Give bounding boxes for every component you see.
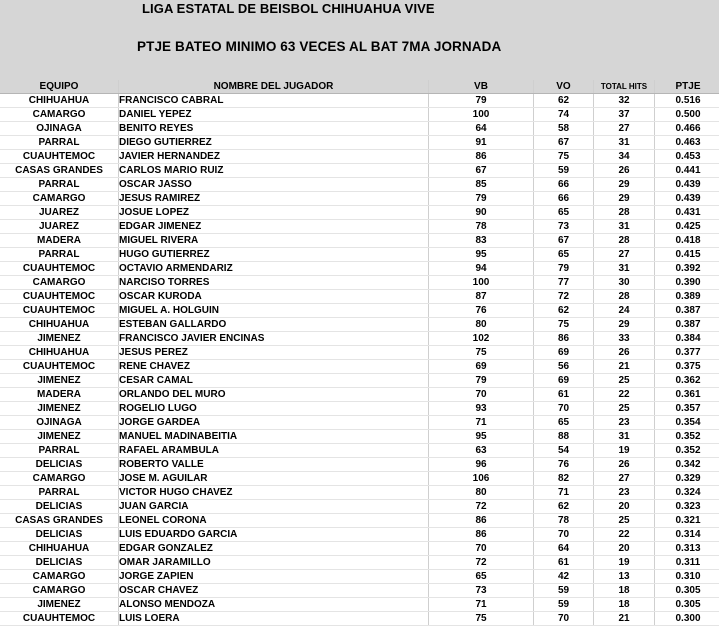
ptje-cell[interactable]: 0.387: [655, 318, 719, 332]
vb-cell[interactable]: 72: [429, 500, 534, 514]
team-cell[interactable]: CUAUHTEMOC: [0, 360, 119, 374]
ptje-cell[interactable]: 0.314: [655, 528, 719, 542]
total-hits-cell[interactable]: 13: [594, 570, 655, 584]
ptje-cell[interactable]: 0.324: [655, 486, 719, 500]
player-name-cell[interactable]: ALONSO MENDOZA: [119, 598, 429, 612]
total-hits-cell[interactable]: 30: [594, 276, 655, 290]
player-name-cell[interactable]: OMAR JARAMILLO: [119, 556, 429, 570]
ptje-cell[interactable]: 0.305: [655, 598, 719, 612]
vo-cell[interactable]: 62: [534, 94, 594, 108]
team-cell[interactable]: DELICIAS: [0, 528, 119, 542]
header-row: [0, 80, 719, 94]
vb-cell[interactable]: 67: [429, 164, 534, 178]
vb-cell[interactable]: 71: [429, 416, 534, 430]
ptje-cell[interactable]: 0.310: [655, 570, 719, 584]
vb-cell[interactable]: 80: [429, 318, 534, 332]
table-body: [0, 94, 719, 626]
vo-cell[interactable]: 42: [534, 570, 594, 584]
vb-cell[interactable]: 75: [429, 612, 534, 626]
table-row: [0, 304, 719, 318]
player-name-cell[interactable]: ESTEBAN GALLARDO: [119, 318, 429, 332]
team-cell[interactable]: DELICIAS: [0, 500, 119, 514]
table-row: [0, 276, 719, 290]
player-name-cell[interactable]: LUIS EDUARDO GARCIA: [119, 528, 429, 542]
total-hits-cell[interactable]: 23: [594, 486, 655, 500]
table-row: [0, 612, 719, 626]
vo-cell[interactable]: 79: [534, 262, 594, 276]
player-name-cell[interactable]: MIGUEL RIVERA: [119, 234, 429, 248]
ptje-cell[interactable]: 0.389: [655, 290, 719, 304]
total-hits-cell[interactable]: 26: [594, 164, 655, 178]
team-cell[interactable]: PARRAL: [0, 248, 119, 262]
team-cell[interactable]: CUAUHTEMOC: [0, 150, 119, 164]
vb-cell[interactable]: 85: [429, 178, 534, 192]
vo-cell[interactable]: 65: [534, 248, 594, 262]
vo-cell[interactable]: 62: [534, 500, 594, 514]
ptje-cell[interactable]: 0.439: [655, 192, 719, 206]
ptje-cell[interactable]: 0.313: [655, 542, 719, 556]
total-hits-cell[interactable]: 28: [594, 234, 655, 248]
ptje-cell[interactable]: 0.323: [655, 500, 719, 514]
player-name-cell[interactable]: NARCISO TORRES: [119, 276, 429, 290]
player-name-cell[interactable]: EDGAR JIMENEZ: [119, 220, 429, 234]
vo-cell[interactable]: 73: [534, 220, 594, 234]
team-cell[interactable]: PARRAL: [0, 444, 119, 458]
ptje-cell[interactable]: 0.375: [655, 360, 719, 374]
vb-cell[interactable]: 87: [429, 290, 534, 304]
col-header-equipo[interactable]: EQUIPO: [0, 80, 119, 94]
team-cell[interactable]: OJINAGA: [0, 416, 119, 430]
total-hits-cell[interactable]: 26: [594, 458, 655, 472]
table-row: [0, 528, 719, 542]
player-name-cell[interactable]: JORGE ZAPIEN: [119, 570, 429, 584]
sheet-subtitle: PTJE BATEO MINIMO 63 VECES AL BAT 7MA JORNADA: [137, 39, 502, 54]
player-name-cell[interactable]: HUGO GUTIERREZ: [119, 248, 429, 262]
vb-cell[interactable]: 79: [429, 94, 534, 108]
team-cell[interactable]: JIMENEZ: [0, 598, 119, 612]
vo-cell[interactable]: 82: [534, 472, 594, 486]
table-row: [0, 402, 719, 416]
total-hits-cell[interactable]: 28: [594, 290, 655, 304]
player-name-cell[interactable]: JOSE M. AGUILAR: [119, 472, 429, 486]
ptje-cell[interactable]: 0.352: [655, 430, 719, 444]
table-row: [0, 472, 719, 486]
vb-cell[interactable]: 83: [429, 234, 534, 248]
total-hits-cell[interactable]: 23: [594, 416, 655, 430]
vb-cell[interactable]: 79: [429, 374, 534, 388]
table-row: [0, 598, 719, 612]
total-hits-cell[interactable]: 25: [594, 374, 655, 388]
total-hits-cell[interactable]: 18: [594, 584, 655, 598]
ptje-cell[interactable]: 0.329: [655, 472, 719, 486]
table-row: [0, 458, 719, 472]
vb-cell[interactable]: 90: [429, 206, 534, 220]
team-cell[interactable]: CASAS GRANDES: [0, 164, 119, 178]
ptje-cell[interactable]: 0.431: [655, 206, 719, 220]
player-name-cell[interactable]: RENE CHAVEZ: [119, 360, 429, 374]
player-name-cell[interactable]: JORGE GARDEA: [119, 416, 429, 430]
vb-cell[interactable]: 78: [429, 220, 534, 234]
table-row: [0, 178, 719, 192]
table-row: [0, 584, 719, 598]
total-hits-cell[interactable]: 20: [594, 500, 655, 514]
total-hits-cell[interactable]: 29: [594, 318, 655, 332]
player-name-cell[interactable]: LEONEL CORONA: [119, 514, 429, 528]
table-row: [0, 486, 719, 500]
sheet-title: LIGA ESTATAL DE BEISBOL CHIHUAHUA VIVE: [142, 1, 435, 16]
ptje-cell[interactable]: 0.305: [655, 584, 719, 598]
vo-cell[interactable]: 61: [534, 556, 594, 570]
vb-cell[interactable]: 100: [429, 108, 534, 122]
vb-cell[interactable]: 75: [429, 346, 534, 360]
ptje-cell[interactable]: 0.321: [655, 514, 719, 528]
col-header-vb[interactable]: VB: [429, 80, 534, 94]
total-hits-cell[interactable]: 31: [594, 430, 655, 444]
col-header-nombre[interactable]: NOMBRE DEL JUGADOR: [119, 80, 429, 94]
total-hits-cell[interactable]: 18: [594, 598, 655, 612]
team-cell[interactable]: OJINAGA: [0, 122, 119, 136]
table-row: [0, 318, 719, 332]
team-cell[interactable]: JIMENEZ: [0, 402, 119, 416]
table-row: [0, 220, 719, 234]
total-hits-cell[interactable]: 32: [594, 94, 655, 108]
vo-cell[interactable]: 66: [534, 192, 594, 206]
vo-cell[interactable]: 56: [534, 360, 594, 374]
vo-cell[interactable]: 58: [534, 122, 594, 136]
col-header-ptje[interactable]: PTJE: [655, 80, 719, 94]
vo-cell[interactable]: 65: [534, 416, 594, 430]
table-row: [0, 192, 719, 206]
player-name-cell[interactable]: DIEGO GUTIERREZ: [119, 136, 429, 150]
vb-cell[interactable]: 72: [429, 556, 534, 570]
vo-cell[interactable]: 66: [534, 178, 594, 192]
vo-cell[interactable]: 62: [534, 304, 594, 318]
table-row: [0, 346, 719, 360]
vb-cell[interactable]: 80: [429, 486, 534, 500]
team-cell[interactable]: MADERA: [0, 234, 119, 248]
team-cell[interactable]: CAMARGO: [0, 192, 119, 206]
team-cell[interactable]: CUAUHTEMOC: [0, 262, 119, 276]
total-hits-cell[interactable]: 27: [594, 122, 655, 136]
ptje-cell[interactable]: 0.500: [655, 108, 719, 122]
vo-cell[interactable]: 69: [534, 346, 594, 360]
total-hits-cell[interactable]: 22: [594, 388, 655, 402]
total-hits-cell[interactable]: 37: [594, 108, 655, 122]
vo-cell[interactable]: 75: [534, 318, 594, 332]
table-row: [0, 290, 719, 304]
ptje-cell[interactable]: 0.311: [655, 556, 719, 570]
batting-table: [0, 80, 719, 626]
col-header-total-hits[interactable]: TOTAL HITS: [594, 80, 655, 94]
team-cell[interactable]: CAMARGO: [0, 472, 119, 486]
vb-cell[interactable]: 106: [429, 472, 534, 486]
team-cell[interactable]: PARRAL: [0, 486, 119, 500]
team-cell[interactable]: MADERA: [0, 388, 119, 402]
vo-cell[interactable]: 70: [534, 528, 594, 542]
total-hits-cell[interactable]: 29: [594, 178, 655, 192]
total-hits-cell[interactable]: 31: [594, 220, 655, 234]
total-hits-cell[interactable]: 24: [594, 304, 655, 318]
team-cell[interactable]: JIMENEZ: [0, 374, 119, 388]
team-cell[interactable]: JIMENEZ: [0, 430, 119, 444]
total-hits-cell[interactable]: 19: [594, 444, 655, 458]
vb-cell[interactable]: 76: [429, 304, 534, 318]
player-name-cell[interactable]: EDGAR GONZALEZ: [119, 542, 429, 556]
vb-cell[interactable]: 91: [429, 136, 534, 150]
vo-cell[interactable]: 78: [534, 514, 594, 528]
player-name-cell[interactable]: RAFAEL ARAMBULA: [119, 444, 429, 458]
ptje-cell[interactable]: 0.362: [655, 374, 719, 388]
vo-cell[interactable]: 67: [534, 136, 594, 150]
table-row: [0, 234, 719, 248]
table-row: [0, 388, 719, 402]
ptje-cell[interactable]: 0.463: [655, 136, 719, 150]
team-cell[interactable]: CUAUHTEMOC: [0, 304, 119, 318]
table-row: [0, 514, 719, 528]
team-cell[interactable]: CAMARGO: [0, 570, 119, 584]
table-row: [0, 416, 719, 430]
player-name-cell[interactable]: JUAN GARCIA: [119, 500, 429, 514]
ptje-cell[interactable]: 0.387: [655, 304, 719, 318]
vo-cell[interactable]: 67: [534, 234, 594, 248]
player-name-cell[interactable]: ROBERTO VALLE: [119, 458, 429, 472]
table-row: [0, 570, 719, 584]
team-cell[interactable]: CHIHUAHUA: [0, 542, 119, 556]
vb-cell[interactable]: 100: [429, 276, 534, 290]
ptje-cell[interactable]: 0.357: [655, 402, 719, 416]
ptje-cell[interactable]: 0.418: [655, 234, 719, 248]
player-name-cell[interactable]: OSCAR KURODA: [119, 290, 429, 304]
vo-cell[interactable]: 75: [534, 150, 594, 164]
ptje-cell[interactable]: 0.441: [655, 164, 719, 178]
vb-cell[interactable]: 86: [429, 150, 534, 164]
player-name-cell[interactable]: JAVIER HERNANDEZ: [119, 150, 429, 164]
team-cell[interactable]: CASAS GRANDES: [0, 514, 119, 528]
ptje-cell[interactable]: 0.466: [655, 122, 719, 136]
ptje-cell[interactable]: 0.392: [655, 262, 719, 276]
vo-cell[interactable]: 54: [534, 444, 594, 458]
player-name-cell[interactable]: OCTAVIO ARMENDARIZ: [119, 262, 429, 276]
vo-cell[interactable]: 70: [534, 612, 594, 626]
team-cell[interactable]: JUAREZ: [0, 220, 119, 234]
table-row: [0, 262, 719, 276]
total-hits-cell[interactable]: 20: [594, 542, 655, 556]
team-cell[interactable]: JUAREZ: [0, 206, 119, 220]
table-row: [0, 136, 719, 150]
vb-cell[interactable]: 95: [429, 248, 534, 262]
vb-cell[interactable]: 71: [429, 598, 534, 612]
table-row: [0, 542, 719, 556]
ptje-cell[interactable]: 0.415: [655, 248, 719, 262]
table-row: [0, 374, 719, 388]
vo-cell[interactable]: 61: [534, 388, 594, 402]
table-row: [0, 150, 719, 164]
vo-cell[interactable]: 59: [534, 164, 594, 178]
ptje-cell[interactable]: 0.453: [655, 150, 719, 164]
vb-cell[interactable]: 102: [429, 332, 534, 346]
team-cell[interactable]: PARRAL: [0, 136, 119, 150]
ptje-cell[interactable]: 0.516: [655, 94, 719, 108]
player-name-cell[interactable]: OSCAR CHAVEZ: [119, 584, 429, 598]
table-row: [0, 556, 719, 570]
team-cell[interactable]: CHIHUAHUA: [0, 94, 119, 108]
ptje-cell[interactable]: 0.377: [655, 346, 719, 360]
player-name-cell[interactable]: ORLANDO DEL MURO: [119, 388, 429, 402]
table-row: [0, 430, 719, 444]
vo-cell[interactable]: 70: [534, 402, 594, 416]
total-hits-cell[interactable]: 21: [594, 360, 655, 374]
vb-cell[interactable]: 73: [429, 584, 534, 598]
total-hits-cell[interactable]: 31: [594, 262, 655, 276]
team-cell[interactable]: CAMARGO: [0, 276, 119, 290]
player-name-cell[interactable]: DANIEL YEPEZ: [119, 108, 429, 122]
player-name-cell[interactable]: VICTOR HUGO CHAVEZ: [119, 486, 429, 500]
vo-cell[interactable]: 69: [534, 374, 594, 388]
player-name-cell[interactable]: MIGUEL A. HOLGUIN: [119, 304, 429, 318]
total-hits-cell[interactable]: 22: [594, 528, 655, 542]
total-hits-cell[interactable]: 29: [594, 192, 655, 206]
vb-cell[interactable]: 96: [429, 458, 534, 472]
team-cell[interactable]: JIMENEZ: [0, 332, 119, 346]
player-name-cell[interactable]: LUIS LOERA: [119, 612, 429, 626]
table-row: [0, 164, 719, 178]
vb-cell[interactable]: 65: [429, 570, 534, 584]
vo-cell[interactable]: 59: [534, 584, 594, 598]
total-hits-cell[interactable]: 27: [594, 248, 655, 262]
ptje-cell[interactable]: 0.390: [655, 276, 719, 290]
ptje-cell[interactable]: 0.361: [655, 388, 719, 402]
total-hits-cell[interactable]: 21: [594, 612, 655, 626]
total-hits-cell[interactable]: 19: [594, 556, 655, 570]
vo-cell[interactable]: 71: [534, 486, 594, 500]
ptje-cell[interactable]: 0.384: [655, 332, 719, 346]
vb-cell[interactable]: 94: [429, 262, 534, 276]
vo-cell[interactable]: 72: [534, 290, 594, 304]
table-row: [0, 108, 719, 122]
vb-cell[interactable]: 63: [429, 444, 534, 458]
vo-cell[interactable]: 77: [534, 276, 594, 290]
player-name-cell[interactable]: OSCAR JASSO: [119, 178, 429, 192]
total-hits-cell[interactable]: 33: [594, 332, 655, 346]
total-hits-cell[interactable]: 26: [594, 346, 655, 360]
ptje-cell[interactable]: 0.439: [655, 178, 719, 192]
total-hits-cell[interactable]: 25: [594, 514, 655, 528]
vb-cell[interactable]: 86: [429, 528, 534, 542]
player-name-cell[interactable]: ROGELIO LUGO: [119, 402, 429, 416]
ptje-cell[interactable]: 0.354: [655, 416, 719, 430]
ptje-cell[interactable]: 0.425: [655, 220, 719, 234]
player-name-cell[interactable]: FRANCISCO JAVIER ENCINAS: [119, 332, 429, 346]
vb-cell[interactable]: 86: [429, 514, 534, 528]
team-cell[interactable]: DELICIAS: [0, 556, 119, 570]
table-row: [0, 500, 719, 514]
total-hits-cell[interactable]: 25: [594, 402, 655, 416]
col-header-vo[interactable]: VO: [534, 80, 594, 94]
table-row: [0, 206, 719, 220]
table-row: [0, 360, 719, 374]
player-name-cell[interactable]: JESUS PEREZ: [119, 346, 429, 360]
table-row: [0, 444, 719, 458]
vb-cell[interactable]: 70: [429, 388, 534, 402]
vb-cell[interactable]: 95: [429, 430, 534, 444]
vo-cell[interactable]: 76: [534, 458, 594, 472]
total-hits-cell[interactable]: 27: [594, 472, 655, 486]
vo-cell[interactable]: 65: [534, 206, 594, 220]
table-row: [0, 122, 719, 136]
team-cell[interactable]: PARRAL: [0, 178, 119, 192]
ptje-cell[interactable]: 0.300: [655, 612, 719, 626]
player-name-cell[interactable]: MANUEL MADINABEITIA: [119, 430, 429, 444]
total-hits-cell[interactable]: 31: [594, 136, 655, 150]
player-name-cell[interactable]: CESAR CAMAL: [119, 374, 429, 388]
vo-cell[interactable]: 74: [534, 108, 594, 122]
table-row: [0, 332, 719, 346]
table-row: [0, 248, 719, 262]
team-cell[interactable]: CAMARGO: [0, 584, 119, 598]
team-cell[interactable]: CHIHUAHUA: [0, 318, 119, 332]
player-name-cell[interactable]: BENITO REYES: [119, 122, 429, 136]
vb-cell[interactable]: 79: [429, 192, 534, 206]
team-cell[interactable]: CHIHUAHUA: [0, 346, 119, 360]
total-hits-cell[interactable]: 28: [594, 206, 655, 220]
vb-cell[interactable]: 93: [429, 402, 534, 416]
vo-cell[interactable]: 64: [534, 542, 594, 556]
vo-cell[interactable]: 86: [534, 332, 594, 346]
vb-cell[interactable]: 70: [429, 542, 534, 556]
team-cell[interactable]: CAMARGO: [0, 108, 119, 122]
team-cell[interactable]: CUAUHTEMOC: [0, 612, 119, 626]
player-name-cell[interactable]: CARLOS MARIO RUIZ: [119, 164, 429, 178]
ptje-cell[interactable]: 0.352: [655, 444, 719, 458]
team-cell[interactable]: DELICIAS: [0, 458, 119, 472]
player-name-cell[interactable]: JESUS RAMIREZ: [119, 192, 429, 206]
vb-cell[interactable]: 69: [429, 360, 534, 374]
vo-cell[interactable]: 88: [534, 430, 594, 444]
player-name-cell[interactable]: JOSUE LOPEZ: [119, 206, 429, 220]
player-name-cell[interactable]: FRANCISCO CABRAL: [119, 94, 429, 108]
table-row: [0, 94, 719, 108]
vo-cell[interactable]: 59: [534, 598, 594, 612]
vb-cell[interactable]: 64: [429, 122, 534, 136]
total-hits-cell[interactable]: 34: [594, 150, 655, 164]
ptje-cell[interactable]: 0.342: [655, 458, 719, 472]
team-cell[interactable]: CUAUHTEMOC: [0, 290, 119, 304]
